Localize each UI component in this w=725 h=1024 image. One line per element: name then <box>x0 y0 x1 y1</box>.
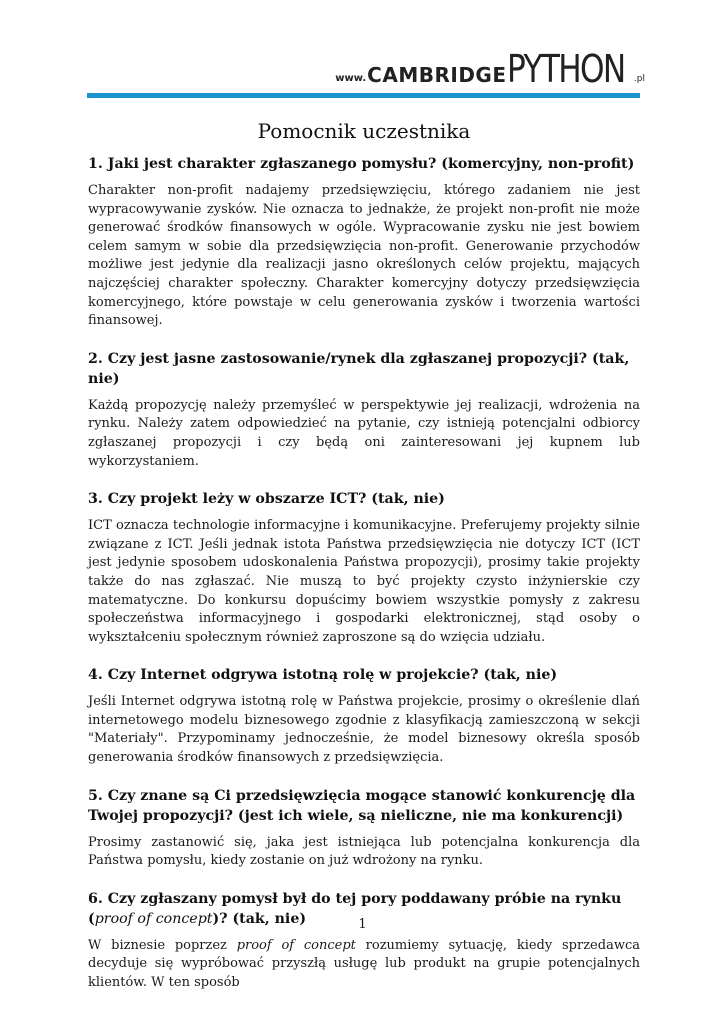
section-body: Jeśli Internet odgrywa istotną rolę w Państwa projekcie, prosimy o określenie dlań internetowego modelu biznesowego zgodnie z klasyfikacją zamieszczoną w sekcji "Materiały". Przypominamy jednocześnie, że model biznesowy określa sposób generowania środków finansowych z przedsięwzięcia. <box>88 694 640 766</box>
logo-pl: .pl <box>633 74 645 84</box>
heading-6-italic: proof of concept <box>94 910 213 927</box>
section-body-6 <box>88 937 640 993</box>
logo-python: PYTHON <box>506 47 625 91</box>
section-body: Charakter non-profit nadajemy przedsięwzięciu, którego zadaniem nie jest wypracowywanie zysków. Nie oznacza to jednakże, że projekt non-profit nie może generować środków finansowych w ogóle. Wypracowanie zysku nie jest bowiem celem samym w sobie dla przedsięwzięcia non-profit. Generowanie przychodów możliwe jest jedynie dla realizacji jasno określonych celów projektu, mających najczęściej charakter społeczny. Charakter komercyjny dotyczy przedsięwzięcia komercyjnego, które powstaje w celu generowania zysków i tworzenia wartości finansowej. <box>88 183 640 329</box>
document-content <box>88 118 640 1011</box>
section-body: ICT oznacza technologie informacyjne i komunikacyjne. Preferujemy projekty silnie związane z ICT. Jeśli jednak istota Państwa przedsięwzięcia nie dotyczy ICT (ICT jest jedynie sposobem udoskonalenia Państwa propozycji), prosimy takie projekty także do nas zgłaszać. Nie muszą to być projekty czysto inżynierskie czy matematyczne. Do konkursu dopuścimy bowiem wszystkie pomysły z zakresu społeczeństwa informacyjnego i gospodarki elektronicznej, stąd osoby o wykształceniu społecznym również zaproszone są do wzięcia udziału. <box>88 518 640 645</box>
section-heading: 1. Jaki jest charakter zgłaszanego pomysłu? (komercyjny, non-profit) <box>88 156 635 172</box>
body-6-part-a: W biznesie poprzez <box>88 937 237 953</box>
cambridge-python-logo <box>335 46 645 91</box>
logo-www: www. <box>335 73 367 84</box>
heading-6-part-b: )? (tak, nie) <box>212 910 307 927</box>
page-number: 1 <box>358 917 367 932</box>
body-6-part-b: rozumiemy sytuację, kiedy sprzedawca decyduje się wypróbować przyszłą usługę lub produkt na grupie potencjalnych klientów. W ten sposób <box>88 937 640 991</box>
header-rule <box>87 93 640 98</box>
section-heading: 4. Czy Internet odgrywa istotną rolę w projekcie? (tak, nie) <box>88 667 558 684</box>
section-body: Prosimy zastanowić się, jaka jest istniejąca lub potencjalna konkurencja dla Państwa pomysłu, kiedy zostanie on już wdrożony na rynku. <box>88 834 640 869</box>
section-heading: 3. Czy projekt leży w obszarze ICT? (tak, nie) <box>88 491 445 508</box>
section-heading: 2. Czy jest jasne zastosowanie/rynek dla zgłaszanej propozycji? (tak, nie) <box>88 350 630 387</box>
section-heading: 5. Czy znane są Ci przedsięwzięcia mogące stanowić konkurencję dla Twojej propozycji? (jest ich wiele, są nieliczne, nie ma konkurencji) <box>88 787 636 824</box>
page-title: Pomocnik uczestnika <box>257 119 471 143</box>
body-6-italic: proof of concept <box>236 937 356 953</box>
logo-cambridge: CAMBRIDGE <box>367 63 507 87</box>
heading-6-part-a: 6. Czy zgłaszany pomysł był do tej pory poddawany próbie na rynku ( <box>88 890 622 927</box>
section-body: Każdą propozycję należy przemyśleć w perspektywie jej realizacji, wdrożenia na rynku. Należy zatem odpowiedzieć na pytanie, czy istnieją potencjalni odbiorcy zgłaszanej propozycji i czy będą oni zainteresowani jej kupnem lub wykorzystaniem. <box>88 397 640 469</box>
